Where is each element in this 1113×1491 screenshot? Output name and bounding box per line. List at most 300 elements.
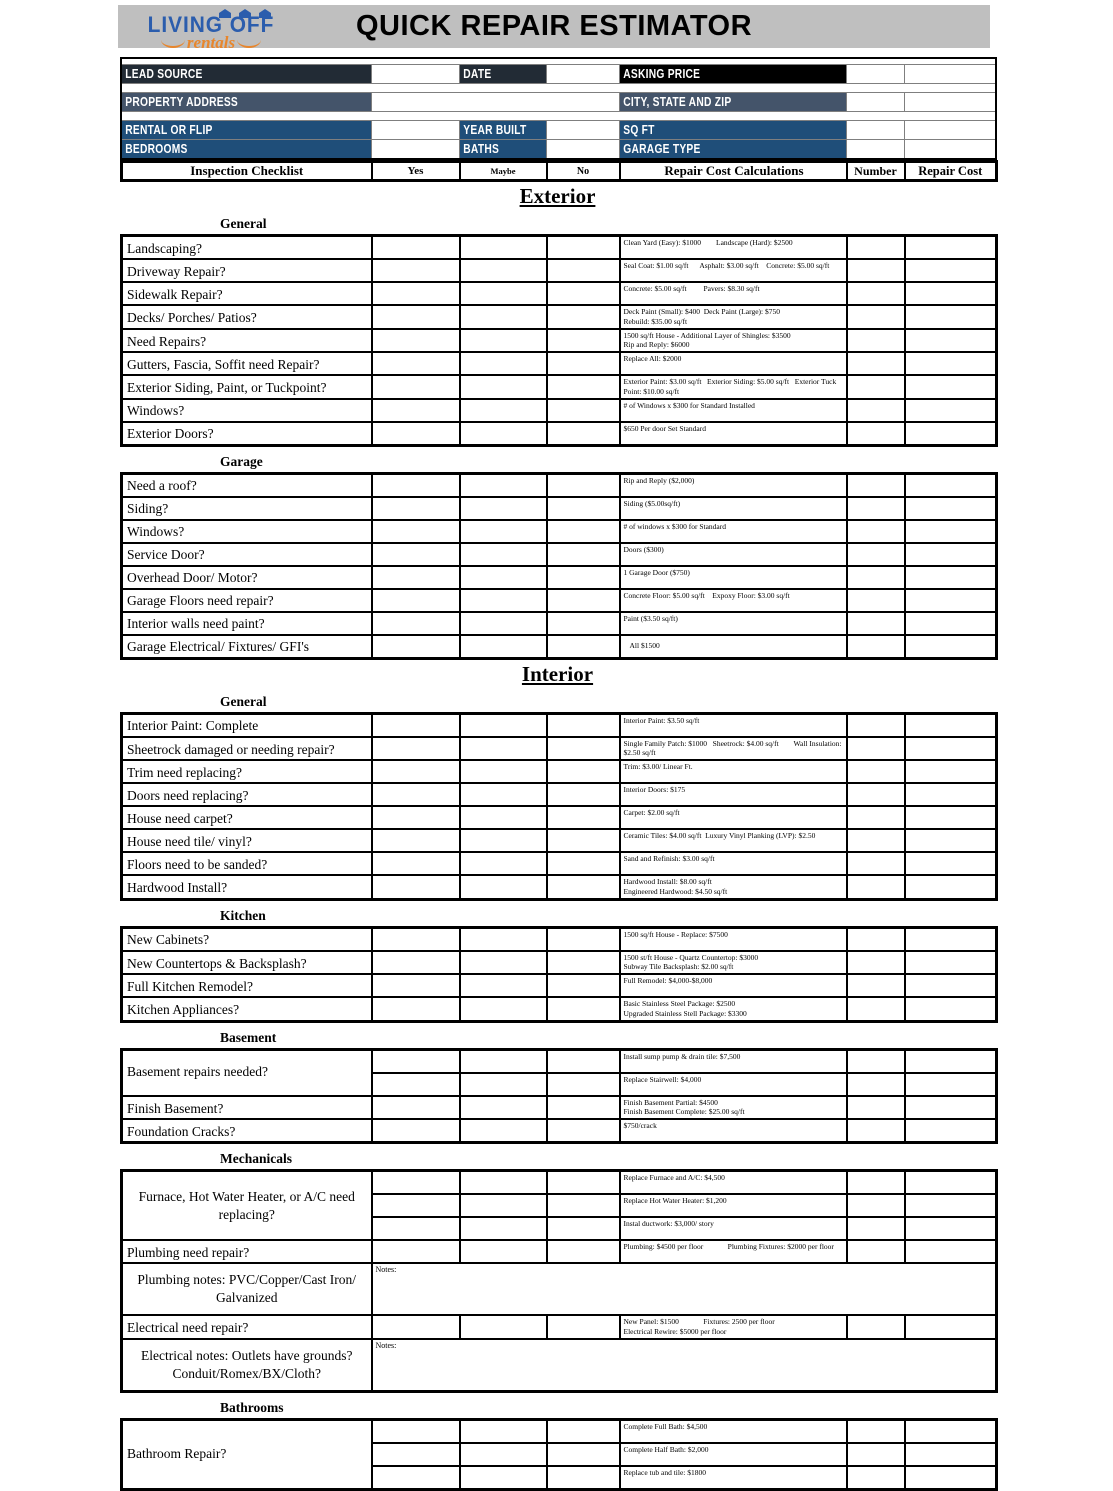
no-cell[interactable] — [547, 1419, 620, 1443]
repair-cost-cell[interactable] — [905, 760, 997, 783]
no-cell[interactable] — [547, 806, 620, 829]
yes-cell[interactable] — [372, 1240, 460, 1263]
baths-input[interactable] — [546, 140, 619, 160]
no-cell[interactable] — [547, 783, 620, 806]
no-cell[interactable] — [547, 1049, 620, 1073]
yes-cell[interactable] — [372, 1466, 460, 1490]
repair-cost-cell[interactable] — [905, 1419, 997, 1443]
no-cell[interactable] — [547, 713, 620, 737]
maybe-cell[interactable] — [460, 1096, 547, 1120]
calc-line: 1500 sq/ft House - Replace: $7500 — [623, 929, 728, 939]
maybe-cell[interactable] — [460, 589, 547, 612]
calc-line: Hardwood Install: $8.00 sq/ft — [623, 877, 712, 886]
number-cell[interactable] — [847, 1073, 905, 1096]
no-cell[interactable] — [547, 1466, 620, 1490]
spacer-cell — [121, 112, 996, 121]
garage-type-label: GARAGE TYPE — [619, 140, 846, 160]
repair-cost-cell[interactable] — [905, 737, 997, 761]
no-cell[interactable] — [547, 305, 620, 329]
maybe-cell[interactable] — [460, 852, 547, 875]
repair-cost-cell[interactable] — [905, 589, 997, 612]
number-cell[interactable] — [847, 259, 905, 282]
sq-ft-input[interactable] — [846, 121, 904, 140]
checklist-row — [122, 1171, 997, 1195]
maybe-cell[interactable] — [460, 329, 547, 353]
garage-type-input[interactable] — [846, 140, 904, 160]
checklist-row — [122, 1419, 997, 1443]
property-address-input[interactable] — [371, 93, 619, 112]
maybe-cell[interactable] — [460, 760, 547, 783]
checklist-row — [122, 737, 997, 761]
repair-cost-calc — [620, 974, 847, 997]
maybe-cell[interactable] — [460, 305, 547, 329]
checklist-row — [122, 399, 997, 422]
repair-cost-cell[interactable] — [905, 852, 997, 875]
yes-cell[interactable] — [372, 1119, 460, 1143]
repair-cost-cell[interactable] — [905, 875, 997, 899]
yes-cell[interactable] — [372, 352, 460, 375]
no-cell[interactable] — [547, 589, 620, 612]
question-cell: Plumbing notes: PVC/Copper/Cast Iron/ Galvanized — [122, 1263, 372, 1315]
checklist-row — [122, 875, 997, 899]
question-cell: Service Door? — [122, 543, 372, 566]
calc-line: $650 Per door Set Standard — [623, 423, 706, 433]
maybe-cell[interactable] — [460, 352, 547, 375]
no-cell[interactable] — [547, 236, 620, 260]
no-cell[interactable] — [547, 497, 620, 520]
maybe-cell[interactable] — [460, 1315, 547, 1339]
yes-cell[interactable] — [372, 737, 460, 761]
maybe-cell[interactable] — [460, 1119, 547, 1143]
question-cell: Basement repairs needed? — [122, 1049, 372, 1096]
no-cell[interactable] — [547, 1315, 620, 1339]
maybe-cell[interactable] — [460, 1194, 547, 1217]
number-cell[interactable] — [847, 713, 905, 737]
yes-cell[interactable] — [372, 1049, 460, 1073]
fields-spacer-row — [121, 112, 996, 121]
number-cell[interactable] — [847, 497, 905, 520]
yes-cell[interactable] — [372, 760, 460, 783]
no-cell[interactable] — [547, 1096, 620, 1120]
repair-cost-cell[interactable] — [905, 997, 997, 1021]
calc-line: Replace All: $2000 — [623, 354, 682, 363]
maybe-cell[interactable] — [460, 566, 547, 589]
question-cell: Garage Floors need repair? — [122, 589, 372, 612]
number-cell[interactable] — [847, 875, 905, 899]
no-cell[interactable] — [547, 1171, 620, 1195]
yes-cell[interactable] — [372, 612, 460, 635]
number-cell[interactable] — [847, 329, 905, 353]
question-cell: Full Kitchen Remodel? — [122, 974, 372, 997]
number-cell[interactable] — [847, 806, 905, 829]
repair-cost-cell[interactable] — [905, 783, 997, 806]
checklist-row — [122, 783, 997, 806]
calc-line: $750/crack — [623, 1121, 657, 1130]
no-cell[interactable] — [547, 1073, 620, 1096]
number-cell[interactable] — [847, 612, 905, 635]
question-cell: Interior walls need paint? — [122, 612, 372, 635]
fields-row — [121, 65, 996, 84]
yes-cell[interactable] — [372, 497, 460, 520]
repair-cost-cell[interactable] — [905, 612, 997, 635]
repair-cost-cell[interactable] — [905, 1240, 997, 1263]
repair-cost-cell[interactable] — [905, 1194, 997, 1217]
number-cell[interactable] — [847, 852, 905, 875]
no-cell[interactable] — [547, 566, 620, 589]
maybe-cell[interactable] — [460, 997, 547, 1021]
calc-line: Engineered Hardwood: $4.50 sq/ft — [623, 886, 728, 896]
checklist-row — [122, 951, 997, 975]
number-cell[interactable] — [847, 1443, 905, 1466]
maybe-cell[interactable] — [460, 974, 547, 997]
yes-cell[interactable] — [372, 543, 460, 566]
no-cell[interactable] — [547, 974, 620, 997]
number-cell[interactable] — [847, 352, 905, 375]
maybe-cell[interactable] — [460, 1049, 547, 1073]
no-cell[interactable] — [547, 259, 620, 282]
repair-cost-cell[interactable] — [905, 375, 997, 399]
yes-cell[interactable] — [372, 259, 460, 282]
repair-cost-calc — [620, 520, 847, 543]
asking-price-input[interactable] — [846, 65, 904, 84]
maybe-cell[interactable] — [460, 1466, 547, 1490]
number-cell[interactable] — [847, 635, 905, 659]
calc-line: Finish Basement Partial: $4500 — [623, 1097, 718, 1107]
no-cell[interactable] — [547, 829, 620, 852]
no-cell[interactable] — [547, 473, 620, 497]
repair-cost-cell[interactable] — [905, 1466, 997, 1490]
repair-cost-cell[interactable] — [905, 951, 997, 975]
yes-cell[interactable] — [372, 399, 460, 422]
calc-line: Plumbing: $4500 per floor Plumbing Fixtures: $2000 per floor — [623, 1242, 834, 1251]
garage-type-input-2[interactable] — [904, 140, 996, 160]
yes-cell[interactable] — [372, 1419, 460, 1443]
maybe-cell[interactable] — [460, 497, 547, 520]
no-cell[interactable] — [547, 927, 620, 951]
yes-cell[interactable] — [372, 236, 460, 260]
number-cell[interactable] — [847, 422, 905, 446]
maybe-cell[interactable] — [460, 737, 547, 761]
no-cell[interactable] — [547, 1119, 620, 1143]
repair-cost-cell[interactable] — [905, 520, 997, 543]
repair-cost-calc — [620, 497, 847, 520]
repair-cost-cell[interactable] — [905, 927, 997, 951]
number-cell[interactable] — [847, 997, 905, 1021]
date-input[interactable] — [546, 65, 619, 84]
no-cell[interactable] — [547, 329, 620, 353]
number-cell[interactable] — [847, 236, 905, 260]
no-cell[interactable] — [547, 520, 620, 543]
lead-source-label: LEAD SOURCE — [121, 65, 371, 84]
repair-cost-cell[interactable] — [905, 635, 997, 659]
no-cell[interactable] — [547, 612, 620, 635]
number-cell[interactable] — [847, 829, 905, 852]
logo-rentals: rentals — [126, 34, 296, 51]
number-cell[interactable] — [847, 974, 905, 997]
repair-cost-cell[interactable] — [905, 1217, 997, 1240]
checklist-row — [122, 589, 997, 612]
number-cell[interactable] — [847, 1096, 905, 1120]
notes-cell[interactable]: Notes: — [372, 1263, 997, 1315]
asking-price-input-2[interactable] — [904, 65, 996, 84]
number-cell[interactable] — [847, 1171, 905, 1195]
no-cell[interactable] — [547, 737, 620, 761]
question-cell: Garage Electrical/ Fixtures/ GFI's — [122, 635, 372, 659]
yes-cell[interactable] — [372, 1194, 460, 1217]
maybe-cell[interactable] — [460, 829, 547, 852]
repair-cost-calc — [620, 589, 847, 612]
question-cell: Interior Paint: Complete — [122, 713, 372, 737]
number-cell[interactable] — [847, 520, 905, 543]
calc-line: Rebuild: $35.00 sq/ft — [623, 316, 688, 326]
no-cell[interactable] — [547, 635, 620, 659]
repair-cost-cell[interactable] — [905, 1049, 997, 1073]
yes-cell[interactable] — [372, 829, 460, 852]
kitchen-section — [120, 926, 998, 1023]
number-cell[interactable] — [847, 473, 905, 497]
question-cell: Trim need replacing? — [122, 760, 372, 783]
garage-section — [120, 472, 998, 660]
maybe-cell[interactable] — [460, 806, 547, 829]
calc-line: Interior Paint: $3.50 sq/ft — [623, 715, 700, 725]
yes-cell[interactable] — [372, 375, 460, 399]
no-cell[interactable] — [547, 852, 620, 875]
no-cell[interactable] — [547, 282, 620, 305]
number-cell[interactable] — [847, 1240, 905, 1263]
repair-cost-cell[interactable] — [905, 497, 997, 520]
checklist-row — [122, 713, 997, 737]
maybe-cell[interactable] — [460, 951, 547, 975]
repair-cost-calc — [620, 375, 847, 399]
number-cell[interactable] — [847, 1466, 905, 1490]
repair-cost-cell[interactable] — [905, 1443, 997, 1466]
number-cell[interactable] — [847, 1049, 905, 1073]
maybe-cell[interactable] — [460, 927, 547, 951]
number-cell[interactable] — [847, 783, 905, 806]
repair-cost-calc — [620, 422, 847, 446]
maybe-cell[interactable] — [460, 422, 547, 446]
repair-cost-cell[interactable] — [905, 352, 997, 375]
checklist-row — [122, 1049, 997, 1073]
number-cell[interactable] — [847, 1194, 905, 1217]
repair-cost-cell[interactable] — [905, 713, 997, 737]
repair-cost-cell[interactable] — [905, 543, 997, 566]
checklist-row — [122, 259, 997, 282]
bedrooms-input[interactable] — [371, 140, 459, 160]
question-cell: Overhead Door/ Motor? — [122, 566, 372, 589]
checklist-row — [122, 1315, 997, 1339]
calc-line: Concrete Floor: $5.00 sq/ft Expoxy Floor: $3.00 sq/ft — [623, 590, 790, 600]
yes-cell[interactable] — [372, 1096, 460, 1120]
repair-cost-cell[interactable] — [905, 829, 997, 852]
yes-cell[interactable] — [372, 520, 460, 543]
no-cell[interactable] — [547, 399, 620, 422]
no-cell[interactable] — [547, 997, 620, 1021]
repair-cost-cell[interactable] — [905, 329, 997, 353]
maybe-cell[interactable] — [460, 520, 547, 543]
checklist-row — [122, 1096, 997, 1120]
maybe-cell[interactable] — [460, 612, 547, 635]
question-cell: New Cabinets? — [122, 927, 372, 951]
repair-cost-cell[interactable] — [905, 422, 997, 446]
repair-cost-cell[interactable] — [905, 1073, 997, 1096]
maybe-cell[interactable] — [460, 1443, 547, 1466]
maybe-cell[interactable] — [460, 1073, 547, 1096]
maybe-cell[interactable] — [460, 635, 547, 659]
no-cell[interactable] — [547, 422, 620, 446]
sq-ft-input-2[interactable] — [904, 121, 996, 140]
number-cell[interactable] — [847, 305, 905, 329]
yes-cell[interactable] — [372, 997, 460, 1021]
maybe-cell[interactable] — [460, 399, 547, 422]
number-cell[interactable] — [847, 589, 905, 612]
yes-cell[interactable] — [372, 1171, 460, 1195]
no-cell[interactable] — [547, 951, 620, 975]
maybe-cell[interactable] — [460, 1171, 547, 1195]
question-cell: Gutters, Fascia, Soffit need Repair? — [122, 352, 372, 375]
rental-or-flip-input[interactable] — [371, 121, 459, 140]
yes-cell[interactable] — [372, 783, 460, 806]
yes-cell[interactable] — [372, 329, 460, 353]
yes-cell[interactable] — [372, 422, 460, 446]
yes-cell[interactable] — [372, 951, 460, 975]
no-cell[interactable] — [547, 543, 620, 566]
number-header: Number — [847, 162, 905, 181]
lead-source-input[interactable] — [371, 65, 459, 84]
yes-cell[interactable] — [372, 974, 460, 997]
question-cell: Exterior Doors? — [122, 422, 372, 446]
maybe-cell[interactable] — [460, 713, 547, 737]
no-cell[interactable] — [547, 375, 620, 399]
calc-line: Complete Full Bath: $4,500 — [623, 1421, 708, 1431]
repair-cost-cell[interactable] — [905, 305, 997, 329]
checklist-row — [122, 566, 997, 589]
number-cell[interactable] — [847, 1217, 905, 1240]
calc-line: Electrical Rewire: $5000 per floor — [623, 1326, 727, 1336]
no-cell[interactable] — [547, 875, 620, 899]
yes-cell[interactable] — [372, 1073, 460, 1096]
yes-cell[interactable] — [372, 1315, 460, 1339]
maybe-cell[interactable] — [460, 783, 547, 806]
number-cell[interactable] — [847, 282, 905, 305]
no-cell[interactable] — [547, 1217, 620, 1240]
maybe-cell[interactable] — [460, 259, 547, 282]
maybe-cell[interactable] — [460, 543, 547, 566]
yes-cell[interactable] — [372, 875, 460, 899]
repair-cost-cell[interactable] — [905, 259, 997, 282]
calc-line: Replace Stairwell: $4,000 — [623, 1074, 702, 1084]
repair-cost-cell[interactable] — [905, 473, 997, 497]
number-cell[interactable] — [847, 927, 905, 951]
question-cell: Bathroom Repair? — [122, 1419, 372, 1489]
calc-line: Rip and Reply ($2,000) — [623, 475, 695, 485]
yes-cell[interactable] — [372, 927, 460, 951]
maybe-cell[interactable] — [460, 375, 547, 399]
year-built-input[interactable] — [546, 121, 619, 140]
property-address-label: PROPERTY ADDRESS — [121, 93, 371, 112]
calc-line: Paint ($3.50 sq/ft) — [623, 613, 678, 623]
number-cell[interactable] — [847, 1119, 905, 1143]
calc-line: Upgraded Stainless Stell Package: $3300 — [623, 1008, 747, 1018]
repair-cost-cell[interactable] — [905, 1096, 997, 1120]
yes-cell[interactable] — [372, 566, 460, 589]
no-cell[interactable] — [547, 760, 620, 783]
question-cell: Electrical need repair? — [122, 1315, 372, 1339]
city-state-zip-input[interactable] — [846, 93, 904, 112]
checklist-row — [122, 305, 997, 329]
maybe-cell[interactable] — [460, 1240, 547, 1263]
yes-cell[interactable] — [372, 806, 460, 829]
yes-cell[interactable] — [372, 1443, 460, 1466]
question-cell: House need carpet? — [122, 806, 372, 829]
repair-cost-cell[interactable] — [905, 806, 997, 829]
fields-spacer-row — [121, 84, 996, 93]
repair-cost-cell[interactable] — [905, 974, 997, 997]
bathrooms-section — [120, 1418, 998, 1491]
question-cell: House need tile/ vinyl? — [122, 829, 372, 852]
notes-cell[interactable]: Notes: — [372, 1339, 997, 1392]
city-state-zip-input-2[interactable] — [904, 93, 996, 112]
repair-cost-calc — [620, 951, 847, 975]
number-cell[interactable] — [847, 1315, 905, 1339]
fields-row — [121, 121, 996, 140]
calc-line: Clean Yard (Easy): $1000 Landscape (Hard): $2500 — [623, 238, 793, 247]
yes-cell[interactable] — [372, 589, 460, 612]
repair-cost-cell[interactable] — [905, 1171, 997, 1195]
maybe-cell[interactable] — [460, 282, 547, 305]
repair-cost-calc — [620, 829, 847, 852]
maybe-cell[interactable] — [460, 473, 547, 497]
repair-cost-cell[interactable] — [905, 1315, 997, 1339]
repair-cost-cell[interactable] — [905, 399, 997, 422]
number-cell[interactable] — [847, 737, 905, 761]
question-cell: Sheetrock damaged or needing repair? — [122, 737, 372, 761]
maybe-cell[interactable] — [460, 236, 547, 260]
no-cell[interactable] — [547, 1240, 620, 1263]
number-cell[interactable] — [847, 566, 905, 589]
question-cell: Need a roof? — [122, 473, 372, 497]
number-cell[interactable] — [847, 951, 905, 975]
number-cell[interactable] — [847, 375, 905, 399]
maybe-cell[interactable] — [460, 1419, 547, 1443]
number-cell[interactable] — [847, 1419, 905, 1443]
no-cell[interactable] — [547, 352, 620, 375]
maybe-header: Maybe — [460, 162, 547, 181]
checklist-row — [122, 1263, 997, 1315]
number-cell[interactable] — [847, 760, 905, 783]
maybe-cell[interactable] — [460, 875, 547, 899]
repair-cost-cell[interactable] — [905, 566, 997, 589]
number-cell[interactable] — [847, 543, 905, 566]
repair-cost-cell[interactable] — [905, 236, 997, 260]
number-cell[interactable] — [847, 399, 905, 422]
yes-cell[interactable] — [372, 852, 460, 875]
yes-cell[interactable] — [372, 473, 460, 497]
yes-cell[interactable] — [372, 1217, 460, 1240]
yes-cell[interactable] — [372, 635, 460, 659]
yes-cell[interactable] — [372, 282, 460, 305]
calc-line: Replace Hot Water Heater: $1,200 — [623, 1196, 727, 1205]
repair-cost-cell[interactable] — [905, 282, 997, 305]
mechanicals-section — [120, 1169, 998, 1393]
no-cell[interactable] — [547, 1443, 620, 1466]
question-cell: Decks/ Porches/ Patios? — [122, 305, 372, 329]
yes-cell[interactable] — [372, 305, 460, 329]
maybe-cell[interactable] — [460, 1217, 547, 1240]
no-cell[interactable] — [547, 1194, 620, 1217]
repair-cost-cell[interactable] — [905, 1119, 997, 1143]
yes-cell[interactable] — [372, 713, 460, 737]
